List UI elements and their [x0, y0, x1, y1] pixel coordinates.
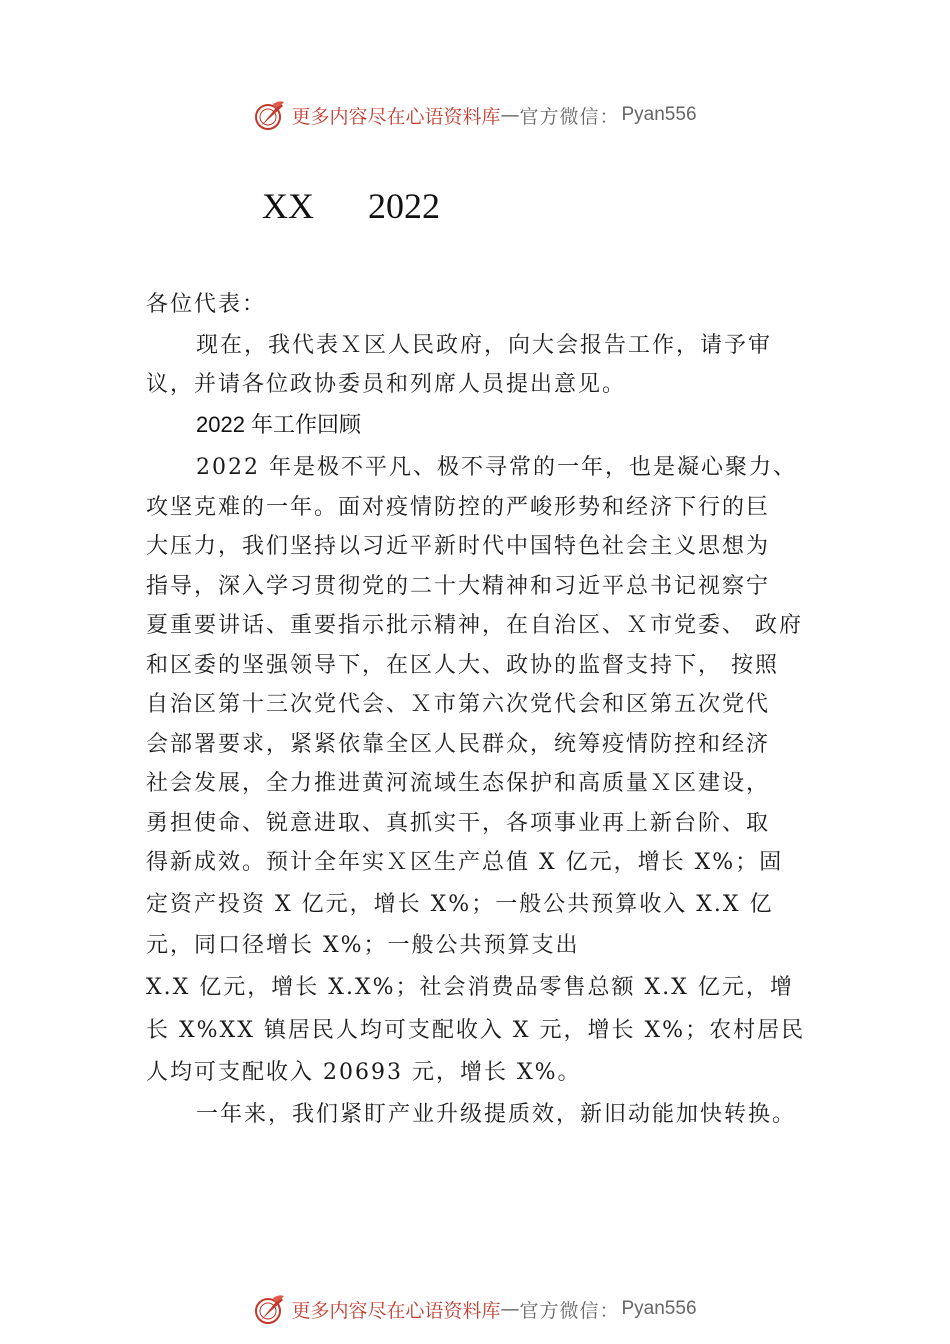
watermark-dash: —: [500, 1298, 520, 1320]
paragraph-line: 攻坚克难的一年。面对疫情防控的严峻形势和经济下行的巨: [146, 495, 771, 520]
paragraph-line: 议，并请各位政协委员和列席人员提出意见。: [146, 372, 627, 397]
paragraph-line: 夏重要讲话、重要指示批示精神，在自治区、Ｘ市党委、 政府: [146, 613, 803, 638]
paragraph-line: 现在，我代表Ｘ区人民政府，向大会报告工作，请予审: [196, 333, 773, 358]
watermark-site-text: 更多内容尽在心语资料库: [291, 105, 501, 128]
paragraph-line: 长 X%XX 镇居民人均可支配收入 X 元，增长 X%；农村居民: [146, 1018, 806, 1043]
quill-logo-icon: [253, 1292, 287, 1326]
watermark-wechat-label: 官方微信：: [519, 105, 620, 128]
paragraph-line: 会部署要求，紧紧依靠全区人民群众，统筹疫情防控和经济: [146, 732, 771, 757]
paragraph-line: 指导，深入学习贯彻党的二十大精神和习近平总书记视察宁: [146, 574, 771, 599]
watermark-wechat-label: 官方微信：: [519, 1299, 620, 1322]
footer-watermark: [0, 1289, 950, 1329]
paragraph-line: 定资产投资 X 亿元，增长 X%；一般公共预算收入 X.X 亿: [146, 892, 774, 917]
paragraph-line: X.X 亿元，增长 X.X%；社会消费品零售总额 X.X 亿元，增: [146, 975, 794, 1000]
paragraph-line: 人均可支配收入 20693 元，增长 X%。: [146, 1060, 582, 1085]
paragraph-line: 2022 年是极不平凡、极不寻常的一年，也是凝心聚力、: [196, 455, 797, 480]
watermark-dash: —: [500, 104, 520, 126]
paragraph-line: 一年来，我们紧盯产业升级提质效，新旧动能加快转换。: [196, 1102, 797, 1127]
header-watermark: [0, 95, 950, 135]
paragraph-line: 社会发展，全力推进黄河流域生态保护和高质量Ｘ区建设，: [146, 771, 771, 796]
section-heading: 2022 年工作回顾: [196, 412, 362, 437]
watermark-site-text: 更多内容尽在心语资料库: [291, 1299, 501, 1322]
paragraph-line: 元，同口径增长 X%；一般公共预算支出: [146, 933, 580, 958]
watermark-wechat-id: Pyan556: [621, 104, 697, 125]
document-title: XX 2022: [262, 186, 440, 226]
paragraph-line: 和区委的坚强领导下，在区人大、政协的监督支持下， 按照: [146, 653, 779, 678]
paragraph-line: 勇担使命、锐意进取、真抓实干，各项事业再上新台阶、取: [146, 811, 771, 836]
watermark-wechat-id: Pyan556: [621, 1298, 697, 1319]
paragraph-line: 自治区第十三次党代会、Ｘ市第六次党代会和区第五次党代: [146, 692, 771, 717]
salutation: 各位代表：: [146, 292, 267, 317]
paragraph-line: 大压力，我们坚持以习近平新时代中国特色社会主义思想为: [146, 534, 771, 559]
quill-logo-icon: [253, 98, 287, 132]
paragraph-line: 得新成效。预计全年实Ｘ区生产总值 X 亿元，增长 X%；固: [146, 850, 784, 875]
